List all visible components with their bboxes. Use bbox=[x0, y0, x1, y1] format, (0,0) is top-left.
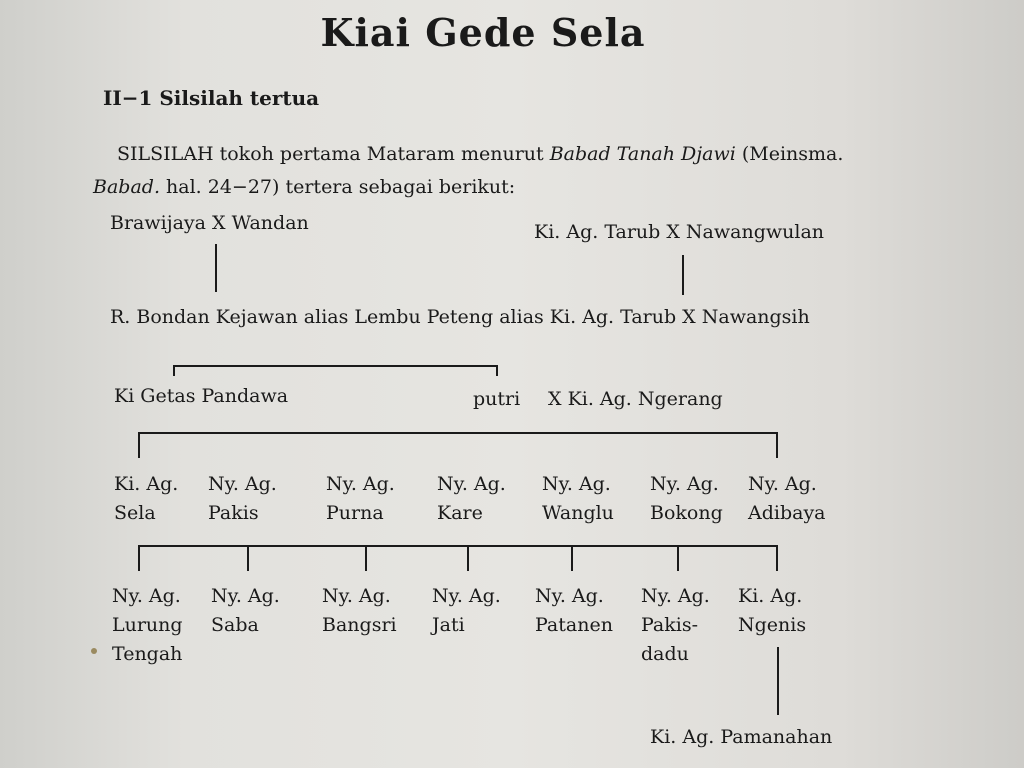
node-line: Ny. Ag. bbox=[326, 473, 395, 495]
tree-node-adibaya bbox=[748, 470, 826, 528]
node-line: Ki. Ag. bbox=[114, 473, 179, 495]
tree-node-putri: putri bbox=[473, 388, 521, 410]
tree-node-getas-pandawa: Ki Getas Pandawa bbox=[114, 385, 289, 407]
tree-node-lurung-tengah bbox=[112, 582, 183, 669]
node-line: Bangsri bbox=[322, 614, 397, 636]
page-stain bbox=[91, 648, 97, 654]
tree-node-bokong bbox=[650, 470, 723, 528]
tree-bracket-tick bbox=[138, 432, 140, 458]
tree-bracket bbox=[138, 432, 778, 434]
tree-connector bbox=[215, 244, 217, 292]
tree-bracket-tick bbox=[677, 545, 679, 571]
node-line: Pakis- bbox=[641, 614, 699, 636]
tree-node-pamanahan: Ki. Ag. Pamanahan bbox=[650, 726, 833, 748]
tree-bracket-tick bbox=[247, 545, 249, 571]
tree-node-bangsri bbox=[322, 582, 397, 640]
paragraph-line-2 bbox=[93, 171, 853, 204]
node-line: Adibaya bbox=[748, 502, 826, 524]
node-line: Jati bbox=[432, 614, 465, 636]
node-line: Patanen bbox=[535, 614, 613, 636]
node-line: Ny. Ag. bbox=[542, 473, 611, 495]
paragraph-text: (Meinsma. bbox=[735, 143, 844, 165]
tree-bracket bbox=[173, 365, 498, 367]
tree-bracket bbox=[138, 545, 778, 547]
tree-bracket-tick bbox=[138, 545, 140, 571]
tree-node-pakis bbox=[208, 470, 277, 528]
tree-connector bbox=[682, 255, 684, 295]
node-line: Ny. Ag. bbox=[208, 473, 277, 495]
paragraph-text: SILSILAH tokoh pertama Mataram menurut bbox=[117, 143, 550, 165]
paragraph-italic-ref: Babad. bbox=[93, 176, 160, 198]
tree-bracket-tick bbox=[365, 545, 367, 571]
node-line: Kare bbox=[437, 502, 483, 524]
paragraph-line-1 bbox=[93, 138, 853, 171]
paragraph-italic-title: Babad Tanah Djawi bbox=[549, 143, 736, 165]
tree-bracket-tick bbox=[776, 432, 778, 458]
tree-node-patanen bbox=[535, 582, 613, 640]
node-line: Ny. Ag. bbox=[437, 473, 506, 495]
node-line: Sela bbox=[114, 502, 156, 524]
tree-node-jati bbox=[432, 582, 501, 640]
tree-bracket-tick bbox=[776, 545, 778, 571]
node-line: Purna bbox=[326, 502, 384, 524]
node-line: Tengah bbox=[112, 643, 183, 665]
intro-paragraph bbox=[93, 138, 853, 204]
tree-node-ki-ag-sela bbox=[114, 470, 178, 528]
node-line: Ny. Ag. bbox=[535, 585, 604, 607]
section-heading: II−1 Silsilah tertua bbox=[103, 86, 320, 110]
node-line: Saba bbox=[211, 614, 259, 636]
node-line: Lurung bbox=[112, 614, 183, 636]
tree-node-saba bbox=[211, 582, 280, 640]
tree-bracket-tick bbox=[173, 365, 175, 376]
paragraph-text: hal. 24−27) tertera sebagai berikut: bbox=[159, 176, 516, 198]
tree-node-ngenis bbox=[738, 582, 806, 640]
tree-node-brawijaya-wandan: Brawijaya X Wandan bbox=[110, 212, 309, 234]
node-line: Wanglu bbox=[542, 502, 614, 524]
node-line: Ny. Ag. bbox=[211, 585, 280, 607]
tree-node-pakis-dadu bbox=[641, 582, 710, 669]
node-line: Ny. Ag. bbox=[322, 585, 391, 607]
node-line: dadu bbox=[641, 643, 689, 665]
tree-node-wanglu bbox=[542, 470, 614, 528]
node-line: Ki. Ag. bbox=[738, 585, 803, 607]
node-line: Ny. Ag. bbox=[432, 585, 501, 607]
node-line: Ny. Ag. bbox=[112, 585, 181, 607]
node-line: Ny. Ag. bbox=[650, 473, 719, 495]
tree-bracket-tick bbox=[571, 545, 573, 571]
tree-bracket-tick bbox=[467, 545, 469, 571]
tree-bracket-tick bbox=[496, 365, 498, 376]
node-line: Ny. Ag. bbox=[748, 473, 817, 495]
node-line: Ny. Ag. bbox=[641, 585, 710, 607]
node-line: Ngenis bbox=[738, 614, 807, 636]
tree-node-bondan-kejawan: R. Bondan Kejawan alias Lembu Peteng alias Ki. Ag. Tarub X Nawangsih bbox=[110, 306, 810, 328]
node-line: Bokong bbox=[650, 502, 723, 524]
tree-node-tarub-nawangwulan: Ki. Ag. Tarub X Nawangwulan bbox=[534, 221, 825, 243]
tree-node-ngerang: X Ki. Ag. Ngerang bbox=[548, 388, 723, 410]
tree-node-kare bbox=[437, 470, 506, 528]
page-title: Kiai Gede Sela bbox=[320, 10, 646, 55]
tree-connector bbox=[777, 647, 779, 715]
tree-node-purna bbox=[326, 470, 395, 528]
node-line: Pakis bbox=[208, 502, 259, 524]
